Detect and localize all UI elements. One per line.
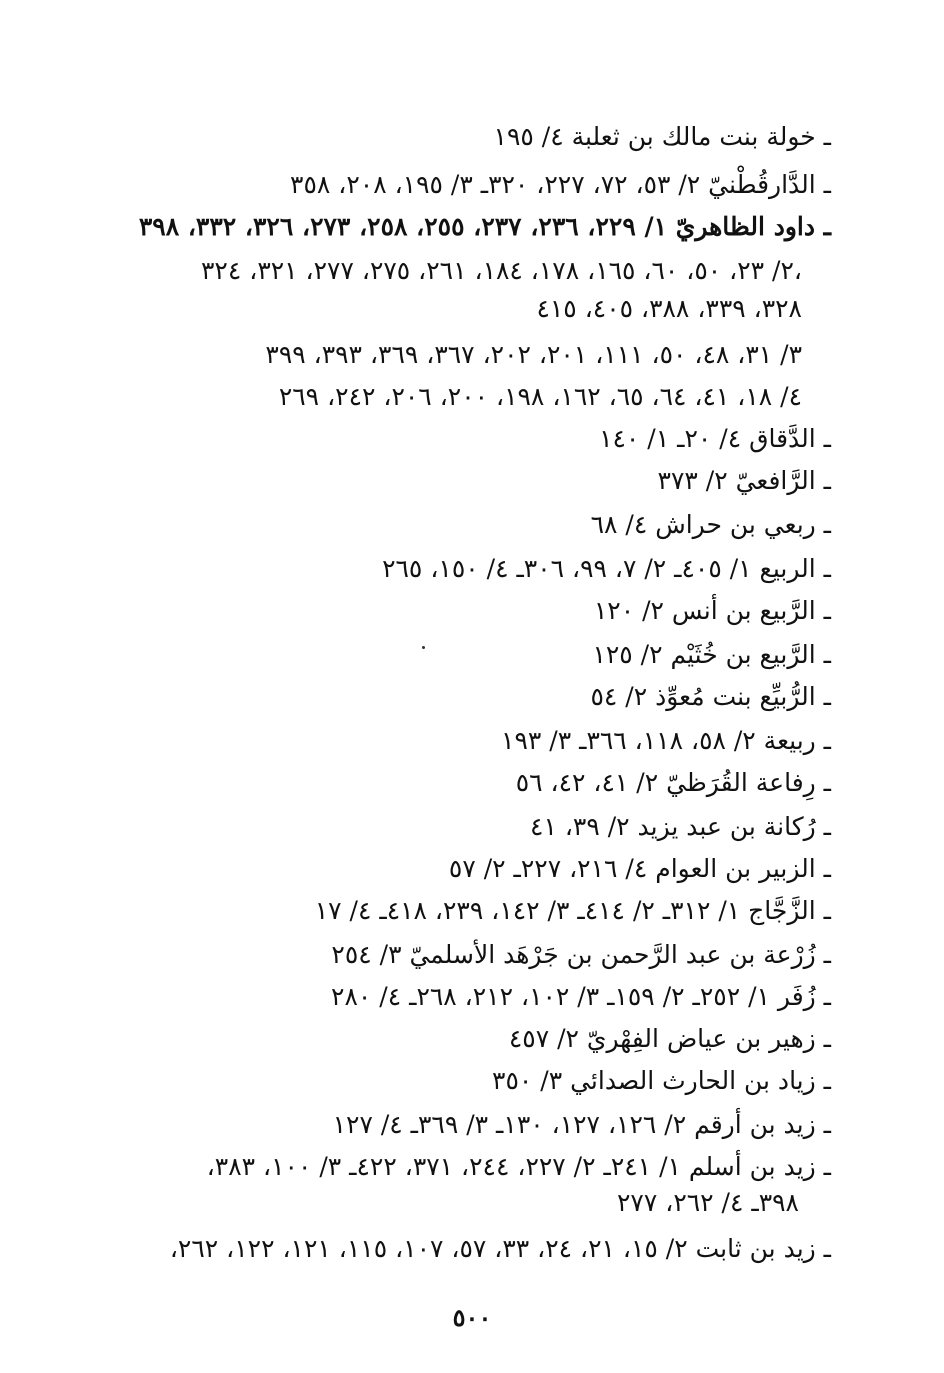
- index-entry: ـ الرَّافعيّ ٢/ ٣٧٣: [657, 466, 831, 495]
- index-entry: ـ زياد بن الحارث الصدائي ٣/ ٣٥٠: [492, 1066, 831, 1095]
- index-entry: ـ الدَّارقُطْنيّ ٢/ ٥٣، ٧٢، ٢٢٧، ٣٢٠ـ ٣/ ١٩٥، ٢٠٨، ٣٥٨: [290, 170, 831, 199]
- index-entry: ـ ربيعة ٢/ ٥٨، ١١٨، ٣٦٦ـ ٣/ ١٩٣: [501, 726, 831, 755]
- page-number: ٥٠٠: [452, 1303, 492, 1332]
- index-entry: ـ زُرْعة بن عبد الرَّحمن بن جَرْهَد الأسلميّ ٣/ ٢٥٤: [331, 940, 831, 969]
- index-entry-continuation: ٣٩٨ـ ٤/ ٢٦٢، ٢٧٧: [617, 1188, 799, 1217]
- index-entry-continuation: ٤/ ١٨، ٤١، ٦٤، ٦٥، ١٦٢، ١٩٨، ٢٠٠، ٢٠٦، ٢٤٢، ٢٦٩: [278, 382, 802, 411]
- index-entry: ـ الرَّبيع بن خُثَيْم ٢/ ١٢٥: [592, 640, 831, 669]
- index-entry: ـ الرُّبيِّع بنت مُعوِّذ ٢/ ٥٤: [590, 682, 831, 711]
- index-entry: ـ الدَّقاق ٤/ ٢٠ـ ١/ ١٤٠: [599, 424, 831, 453]
- index-entry: ـ رُكانة بن عبد يزيد ٢/ ٣٩، ٤١: [530, 812, 831, 841]
- index-entry: ـ داود الظاهريّ ١/ ٢٢٩، ٢٣٦، ٢٣٧، ٢٥٥، ٢٥٨، ٢٧٣، ٣٢٦، ٣٣٢، ٣٩٨: [138, 212, 831, 241]
- index-entry: ـ ربعي بن حراش ٤/ ٦٨: [590, 510, 831, 539]
- index-entry: ـ رِفاعة القُرَظيّ ٢/ ٤١، ٤٢، ٥٦: [515, 768, 831, 797]
- index-entry: ـ خولة بنت مالك بن ثعلبة ٤/ ١٩٥: [493, 122, 831, 151]
- index-entry: ـ زهير بن عياض الفِهْريّ ٢/ ٤٥٧: [508, 1024, 831, 1053]
- index-entry-continuation: ٣٢٨، ٣٣٩، ٣٨٨، ٤٠٥، ٤١٥: [536, 294, 802, 323]
- index-entry-continuation: ٣/ ٣١، ٤٨، ٥٠، ١١١، ٢٠١، ٢٠٢، ٣٦٧، ٣٦٩، ٣٩٣، ٣٩٩: [265, 340, 802, 369]
- index-entry: ـ زيد بن أسلم ١/ ٢٤١ـ ٢/ ٢٢٧، ٢٤٤، ٣٧١، ٤٢٢ـ ٣/ ١٠٠، ٣٨٣،: [206, 1152, 831, 1181]
- index-entry: ـ الزبير بن العوام ٤/ ٢١٦، ٢٢٧ـ ٢/ ٥٧: [448, 854, 831, 883]
- index-entry: ـ الرَّبيع بن أنس ٢/ ١٢٠: [593, 596, 831, 625]
- index-entry: ـ زيد بن ثابت ٢/ ١٥، ٢١، ٢٤، ٣٣، ٥٧، ١٠٧، ١١٥، ١٢١، ١٢٢، ٢٦٢،: [169, 1234, 831, 1263]
- index-entry-continuation: ٢/ ٢٣، ٥٠، ٦٠، ١٦٥، ١٧٨، ١٨٤، ٢٦١، ٢٧٥، ٢٧٧، ٣٢١، ٣٢٤،: [201, 256, 802, 285]
- index-entry: ـ الربيع ١/ ٤٠٥ـ ٢/ ٧، ٩٩، ٣٠٦ـ ٤/ ١٥٠، ٢٦٥: [382, 554, 831, 583]
- index-entry: ـ زيد بن أرقم ٢/ ١٢٦، ١٢٧، ١٣٠ـ ٣/ ٣٦٩ـ ٤/ ١٢٧: [332, 1110, 831, 1139]
- index-entry: ـ زُفَر ١/ ٢٥٢ـ ٢/ ١٥٩ـ ٣/ ١٠٢، ٢١٢، ٢٦٨ـ ٤/ ٢٨٠: [331, 982, 831, 1011]
- index-entry: ـ الزَّجَّاج ١/ ٣١٢ـ ٢/ ٤١٤ـ ٣/ ١٤٢، ٢٣٩، ٤١٨ـ ٤/ ١٧: [314, 896, 831, 925]
- ink-speck: [422, 646, 425, 649]
